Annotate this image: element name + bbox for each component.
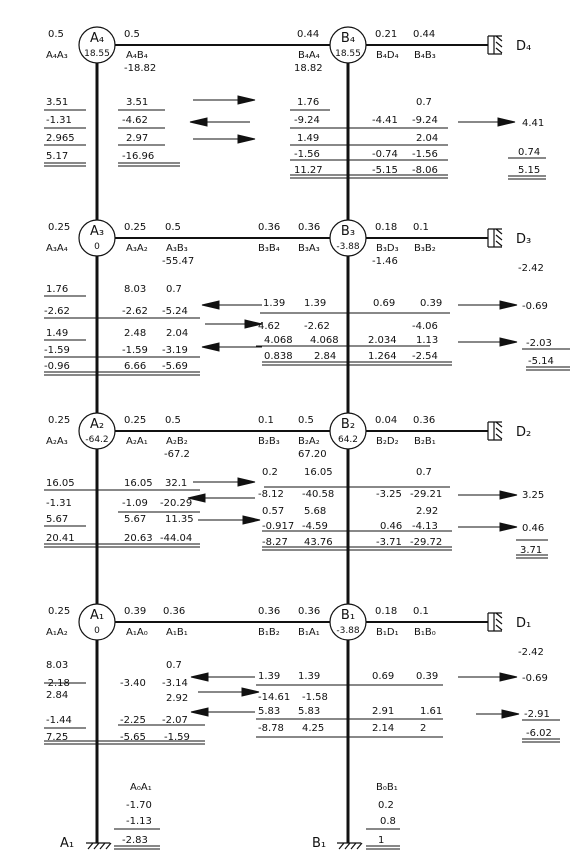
moment-value: -1.70 — [126, 800, 152, 811]
joint-B3 — [330, 220, 366, 256]
moment-value: -29.72 — [410, 537, 443, 548]
moment-value: 2.84 — [46, 690, 69, 701]
member-label: B₄B₃ — [414, 50, 436, 61]
distribution-factor: 0.36 — [413, 415, 436, 426]
moment-value: -1.31 — [46, 115, 72, 126]
moment-value: -3.40 — [120, 678, 146, 689]
moment-value: -1.56 — [412, 149, 438, 160]
fixed-end-moment: 67.20 — [298, 449, 327, 460]
moment-value: 3.51 — [46, 97, 69, 108]
moment-value: 4.25 — [302, 723, 325, 734]
moment-value: 2.48 — [124, 328, 147, 339]
moment-value: -4.06 — [412, 321, 438, 332]
moment-value: 8.03 — [46, 660, 69, 671]
moment-value: 1.49 — [46, 328, 69, 339]
moment-value: 0.46 — [522, 523, 545, 534]
member-label: A₃A₄ — [46, 243, 68, 254]
moment-value: 16.05 — [46, 478, 75, 489]
moment-value: 1.61 — [420, 706, 443, 717]
moment-value: 2.92 — [166, 693, 189, 704]
moment-value: 11.27 — [294, 165, 323, 176]
joint-A3 — [79, 220, 115, 256]
member-label: A₀A₁ — [130, 782, 152, 793]
moment-value: -20.29 — [160, 498, 193, 509]
member-label: A₂A₁ — [126, 436, 148, 447]
member-label: B₂A₂ — [298, 436, 320, 447]
moment-value: 2 — [420, 723, 427, 734]
moment-value: -1.59 — [44, 345, 70, 356]
moment-value: -16.96 — [122, 151, 155, 162]
moment-value: 2.04 — [416, 133, 439, 144]
moment-value: -29.21 — [410, 489, 443, 500]
moment-value: 0.2 — [262, 467, 278, 478]
moment-value: 6.66 — [124, 361, 147, 372]
joint-value: -3.88 — [336, 626, 360, 636]
moment-value: -2.62 — [44, 306, 70, 317]
joint-label: B₂ — [340, 417, 356, 432]
member-label: B₄A₄ — [298, 50, 320, 61]
fixed-support-D2 — [488, 422, 531, 440]
moment-value: -8.12 — [258, 489, 284, 500]
moment-value: -9.24 — [294, 115, 320, 126]
joint-value: -3.88 — [336, 242, 360, 252]
member-label: B₀B₁ — [376, 782, 398, 793]
moment-value: 5.15 — [518, 165, 541, 176]
moment-value: -4.13 — [412, 521, 438, 532]
floor-1-values — [44, 647, 552, 743]
moment-value: -1.59 — [164, 732, 190, 743]
moment-value: 5.17 — [46, 151, 69, 162]
joint-B4 — [330, 27, 366, 63]
moment-value: -2.07 — [162, 715, 188, 726]
member-label: A₂B₂ — [166, 436, 188, 447]
distribution-factor: 0.5 — [298, 415, 314, 426]
distribution-factor: 0.1 — [413, 606, 429, 617]
moment-value: 1.39 — [304, 298, 327, 309]
distribution-factor: 0.39 — [124, 606, 147, 617]
joint-B1 — [330, 604, 366, 640]
distribution-factor: 0.25 — [48, 415, 71, 426]
joint-value: 18.55 — [84, 49, 110, 59]
support-label: D₃ — [516, 232, 532, 247]
moment-value: -2.25 — [120, 715, 146, 726]
joint-B2 — [330, 413, 366, 449]
moment-value: 2.84 — [314, 351, 337, 362]
member-label: B₁D₁ — [376, 627, 399, 638]
joint-label: A₂ — [89, 417, 105, 432]
joint-label: A₃ — [89, 224, 105, 239]
distribution-factor: 0.36 — [163, 606, 186, 617]
support-label: D₄ — [516, 39, 532, 54]
moment-value: -6.02 — [526, 728, 552, 739]
joint-value: -64.2 — [85, 435, 109, 445]
joint-label: B₄ — [340, 31, 356, 46]
distribution-factor: 0.44 — [297, 29, 320, 40]
moment-value: -5.69 — [162, 361, 188, 372]
member-label: B₂B₁ — [414, 436, 436, 447]
distribution-factor: 0.5 — [165, 222, 181, 233]
moment-value: -0.69 — [522, 673, 548, 684]
member-label: A₁A₀ — [126, 627, 148, 638]
fixed-end-moment: -18.82 — [124, 63, 157, 74]
moment-value: -0.917 — [262, 521, 295, 532]
distribution-factor: 0.36 — [258, 222, 281, 233]
moment-value: 4.41 — [522, 118, 545, 129]
moment-value: 8.03 — [124, 284, 147, 295]
distribution-factor: 0.1 — [413, 222, 429, 233]
joint-A4 — [79, 27, 115, 63]
moment-value: 3.25 — [522, 490, 545, 501]
moment-value: 0.46 — [380, 521, 403, 532]
joint-A1 — [79, 604, 115, 640]
moment-value: 32.1 — [165, 478, 188, 489]
fixed-end-moment: -1.46 — [372, 256, 398, 267]
fixed-support-D1 — [488, 613, 531, 631]
joint-value: 18.55 — [335, 49, 361, 59]
moment-value: -4.41 — [372, 115, 398, 126]
member-label: B₃D₃ — [376, 243, 399, 254]
joint-value: 0 — [94, 242, 100, 252]
joint-value: 64.2 — [337, 435, 359, 445]
moment-value: -0.74 — [372, 149, 398, 160]
moment-value: 0.69 — [372, 671, 395, 682]
fixed-support-D3 — [488, 229, 531, 247]
moment-value: 2.04 — [166, 328, 189, 339]
moment-value: -1.59 — [122, 345, 148, 356]
fixed-end-moment: 18.82 — [294, 63, 323, 74]
joint-A2 — [79, 413, 115, 449]
member-label: A₄A₃ — [46, 50, 68, 61]
member-label: A₁A₂ — [46, 627, 68, 638]
distribution-factor: 0.36 — [298, 606, 321, 617]
moment-value: 20.41 — [46, 533, 75, 544]
distribution-factor: 0.5 — [165, 415, 181, 426]
moment-value: 0.838 — [264, 351, 293, 362]
moment-value: -1.31 — [46, 498, 72, 509]
fixed-support-D4 — [488, 36, 531, 54]
distribution-factor: 0.18 — [375, 222, 398, 233]
moment-value: 3.51 — [126, 97, 149, 108]
moment-value: 2.92 — [416, 506, 439, 517]
support-label: D₁ — [516, 616, 532, 631]
moment-value: 5.67 — [124, 514, 147, 525]
distribution-factor: 0.18 — [375, 606, 398, 617]
distribution-factor: 0.25 — [48, 222, 71, 233]
moment-value: 0.69 — [373, 298, 396, 309]
moment-value: -2.54 — [412, 351, 438, 362]
moment-value: -14.61 — [258, 692, 291, 703]
distribution-factor: 0.36 — [258, 606, 281, 617]
fixed-end-moment: -67.2 — [164, 449, 190, 460]
fixed-end-moment: -55.47 — [162, 256, 195, 267]
moment-value: -3.19 — [162, 345, 188, 356]
moment-value: -0.96 — [44, 361, 70, 372]
moment-value: -2.18 — [44, 678, 70, 689]
distribution-factor: 0.1 — [258, 415, 274, 426]
moment-value: 1.76 — [46, 284, 69, 295]
distribution-factor: 0.25 — [124, 415, 147, 426]
moment-value: 0.39 — [416, 671, 439, 682]
moment-value: -2.83 — [122, 835, 148, 846]
moment-value: 2.97 — [126, 133, 149, 144]
distribution-factor: 0.25 — [48, 606, 71, 617]
distribution-factor: 0.5 — [124, 29, 140, 40]
moment-value: 1.39 — [298, 671, 321, 682]
moment-value: 4.068 — [310, 335, 339, 346]
moment-value: 0.7 — [416, 467, 432, 478]
member-label: A₁B₁ — [166, 627, 188, 638]
moment-value: 5.67 — [46, 514, 69, 525]
moment-value: 0.7 — [166, 660, 182, 671]
support-label: A₁ — [60, 836, 75, 851]
fixed-base-A1 — [60, 836, 111, 851]
moment-value: -4.59 — [302, 521, 328, 532]
moment-value: 0.57 — [262, 506, 285, 517]
moment-value: 1.13 — [416, 335, 439, 346]
joint-value: 0 — [94, 626, 100, 636]
moment-value: 1.76 — [297, 97, 320, 108]
moment-value: 0.7 — [166, 284, 182, 295]
moment-value: 20.63 — [124, 533, 153, 544]
member-label: B₃A₃ — [298, 243, 320, 254]
moment-value: 11.35 — [165, 514, 194, 525]
base-values — [122, 782, 398, 846]
moment-value: -5.24 — [162, 306, 188, 317]
moment-value: -5.65 — [120, 732, 146, 743]
moment-value: 43.76 — [304, 537, 333, 548]
moment-value: 1.39 — [263, 298, 286, 309]
member-label: B₄D₄ — [376, 50, 399, 61]
member-label: B₁B₂ — [258, 627, 280, 638]
moment-value: 2.14 — [372, 723, 395, 734]
moment-value: -1.58 — [302, 692, 328, 703]
moment-value: 1.39 — [258, 671, 281, 682]
moment-value: 0.2 — [378, 800, 394, 811]
moment-value: -2.62 — [122, 306, 148, 317]
joint-label: A₄ — [89, 31, 105, 46]
member-label: A₄B₄ — [126, 50, 148, 61]
moment-value: -3.14 — [162, 678, 188, 689]
moment-value: -1.13 — [126, 816, 152, 827]
moment-value: 0.74 — [518, 147, 541, 158]
moment-value: -2.42 — [518, 263, 544, 274]
joint-label: B₁ — [340, 608, 356, 623]
moment-value: 16.05 — [124, 478, 153, 489]
moment-value: -44.04 — [160, 533, 193, 544]
moment-value: 5.68 — [304, 506, 327, 517]
distribution-factor: 0.25 — [124, 222, 147, 233]
moment-value: -1.09 — [122, 498, 148, 509]
moment-value: -1.56 — [294, 149, 320, 160]
moment-value: 1.264 — [368, 351, 397, 362]
moment-value: -4.62 — [122, 115, 148, 126]
member-label: A₃B₃ — [166, 243, 188, 254]
moment-value: 2.91 — [372, 706, 395, 717]
moment-value: -8.27 — [262, 537, 288, 548]
moment-value: -3.71 — [376, 537, 402, 548]
moment-value: -40.58 — [302, 489, 335, 500]
moment-value: 1.49 — [297, 133, 320, 144]
moment-value: 4.62 — [258, 321, 281, 332]
moment-value: -2.42 — [518, 647, 544, 658]
distribution-factor: 0.04 — [375, 415, 398, 426]
moment-value: -9.24 — [412, 115, 438, 126]
support-label: D₂ — [516, 425, 532, 440]
joint-label: A₁ — [89, 608, 105, 623]
moment-value: 0.7 — [416, 97, 432, 108]
moment-value: -3.25 — [376, 489, 402, 500]
moment-value: 16.05 — [304, 467, 333, 478]
moment-value: 2.034 — [368, 335, 397, 346]
moment-value: 7.25 — [46, 732, 69, 743]
moment-value: 2.965 — [46, 133, 75, 144]
member-label: B₃B₂ — [414, 243, 436, 254]
floor-4-values — [46, 97, 544, 176]
member-label: B₃B₄ — [258, 243, 280, 254]
distribution-factor: 0.36 — [298, 222, 321, 233]
moment-value: -8.78 — [258, 723, 284, 734]
moment-value: 5.83 — [258, 706, 281, 717]
moment-value: 4.068 — [264, 335, 293, 346]
moment-value: 0.8 — [380, 816, 396, 827]
member-label: A₃A₂ — [126, 243, 148, 254]
moment-value: -5.15 — [372, 165, 398, 176]
member-label: A₂A₃ — [46, 436, 68, 447]
distribution-factor: 0.21 — [375, 29, 398, 40]
moment-value: -5.14 — [528, 356, 554, 367]
distribution-factor: 0.44 — [413, 29, 436, 40]
moment-value: -1.44 — [46, 715, 72, 726]
moment-value: -2.62 — [304, 321, 330, 332]
member-label: B₂B₃ — [258, 436, 280, 447]
distribution-factor: 0.5 — [48, 29, 64, 40]
support-label: B₁ — [312, 836, 327, 851]
moment-value: -8.06 — [412, 165, 438, 176]
member-label: B₁A₁ — [298, 627, 320, 638]
joint-label: B₃ — [340, 224, 356, 239]
fixed-base-B1 — [312, 836, 362, 851]
moment-value: -2.03 — [526, 338, 552, 349]
member-label: B₂D₂ — [376, 436, 399, 447]
moment-value: 3.71 — [520, 545, 543, 556]
moment-value: -2.91 — [524, 709, 550, 720]
moment-value: 1 — [378, 835, 385, 846]
moment-value: 0.39 — [420, 298, 443, 309]
moment-value: -0.69 — [522, 301, 548, 312]
moment-value: 5.83 — [298, 706, 321, 717]
member-label: B₁B₀ — [414, 627, 436, 638]
